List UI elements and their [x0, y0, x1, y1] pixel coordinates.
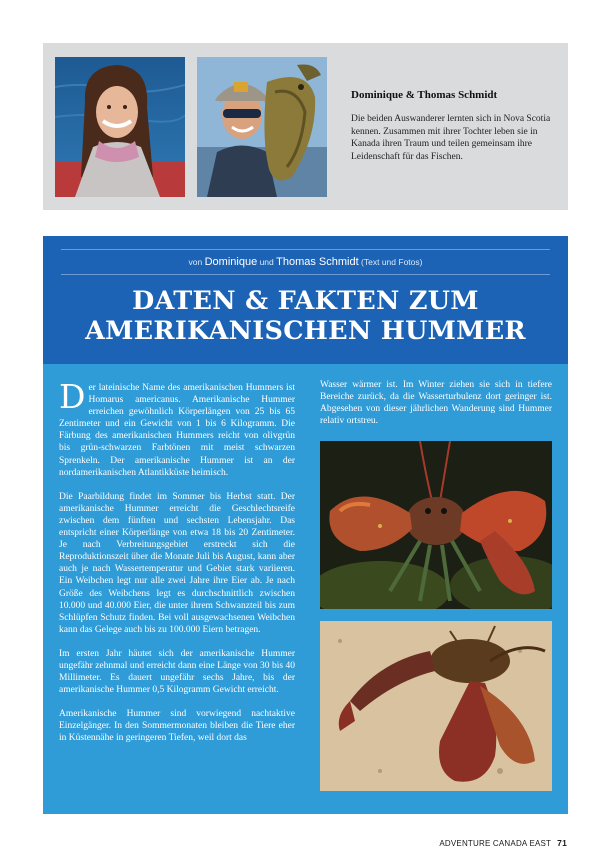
author-photo-dominique [55, 57, 185, 197]
headline-line-1: DATEN & FAKTEN ZUM [132, 286, 479, 316]
byline-suffix: (Text und Fotos) [361, 257, 423, 267]
byline [43, 256, 568, 268]
paragraph-3: Im ersten Jahr häutet sich der amerikanische Hummer ungefähr zehnmal und erreicht dann eine Länge von 30 bis 40 Millimeter. Es dauert ungefähr sechs Jahre, bis der amerikanische Hummer 0,5 Kilogramm Gewicht erreicht. [59, 648, 295, 696]
headline-line-2: AMERIKANISCHEN HUMMER [85, 316, 526, 346]
drop-cap: D [59, 377, 86, 416]
lobster-underwater-photo [320, 441, 552, 609]
byline-conjunction: und [259, 257, 274, 267]
author-name: Dominique & Thomas Schmidt [351, 89, 498, 101]
paragraph-2: Die Paarbildung findet im Sommer bis Herbst statt. Der amerikanische Hummer erreicht die Geschlechtsreife zwischen dem fünften und sechsten Lebensjahr. Das entspricht einer Körperlänge von etwa 18 bis 20 Zentimeter. Je nach Verbreitungsgebiet erstreckt sich die Reproduktionszeit über die Monate Juli bis August, kann aber auch je nach Wassertemperatur und Gebiet stark variieren. Ein Weibchen legt nur alle zwei Jahre ihre Eier ab. Je nach Größe des Weibchens legt es durchschnittlich zwischen 10.000 und 40.000 Eier, die unter ihrem Schwanzteil bis zum Schlüpfen Schutz finden. Bei voll ausgewachsenen Weibchen kann das Gelege auch bis zu 100.000 Eiern betragen. [59, 491, 295, 635]
byline-first-name: Dominique [204, 256, 258, 268]
author-photo-thomas [197, 57, 327, 197]
magazine-name: ADVENTURE CANADA EAST [439, 839, 552, 848]
page-number: 71 [557, 838, 567, 848]
byline-prefix: von [188, 257, 203, 267]
divider-bottom [61, 274, 550, 275]
paragraph-1-text: er lateinische Name des amerikanischen Hummers ist Homarus americanus. Amerikanische Hummer erreichen gewöhnlich Körperlängen von 25 bis 65 Zentimeter und ein Gewicht von 1 bis 6 Kilogramm. Die Färbung des amerikanischen Hummers reicht von olivgrün bis grün-schwarzen Farbtönen mit meist schwarzen Sprenkeln. Der amerikanische Hummer ist an der nordamerikanischen Atlantikküste heimisch. [59, 383, 295, 478]
paragraph-5: Wasser wärmer ist. Im Winter ziehen sie sich in tiefere Bereiche zurück, da die Wasserturbulenz dort geringer ist. Abgesehen von dieser jährlichen Wanderung sind Hummer relativ ortstreu. [320, 380, 552, 427]
page-footer [439, 838, 567, 848]
author-bio: Die beiden Auswanderer lernten sich in Nova Scotia kennen. Zusammen mit ihrer Tochter leben sie in Kanada ihren Traum und teilen gemeinsam ihre Leidenschaft für das Fischen. [351, 114, 551, 162]
author-box [43, 43, 568, 210]
paragraph-4: Amerikanische Hummer sind vorwiegend nachtaktive Einzelgänger. In den Sommermonaten bleiben die Tiere eher in Küstennähe in geringeren Tiefen, weil dort das [59, 709, 295, 744]
article-headline [43, 286, 568, 346]
paragraph-1 [59, 377, 295, 479]
author-info [351, 89, 556, 163]
divider-top [61, 249, 550, 250]
lobster-sand-photo [320, 621, 552, 791]
byline-second-name: Thomas Schmidt [276, 256, 359, 268]
article [43, 236, 568, 814]
text-column-left [59, 377, 295, 757]
article-header [43, 236, 568, 364]
text-column-right [320, 379, 552, 439]
